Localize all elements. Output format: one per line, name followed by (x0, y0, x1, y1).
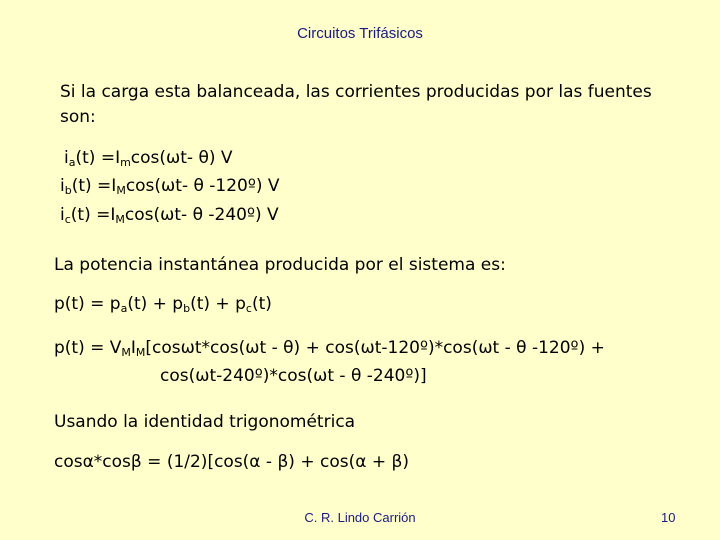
eq-c-rhs: cos(ωt- θ -240º) V (124, 205, 279, 225)
eq-b-symbol: i (60, 176, 65, 196)
power-intro-text: La potencia instantánea producida por el sistema es: (54, 255, 506, 275)
slide-title: Circuitos Trifásicos (297, 25, 423, 42)
power-sum-part: (t) + p (190, 294, 246, 314)
page-number: 10 (661, 510, 676, 525)
eq-a-lhs: (t) =I (75, 148, 121, 168)
eq-a-rhs: cos(ωt- θ) V (130, 148, 233, 168)
power-sum-subscript: a (120, 302, 128, 315)
eq-c-subscript: c (64, 213, 71, 226)
power-sum-part: (t) + p (127, 294, 184, 314)
eq-c-symbol: i (60, 205, 65, 225)
eq-a-symbol: i (64, 148, 69, 168)
power-sum-equation (54, 294, 272, 314)
intro-text: Si la carga esta balanceada, las corrientes producidas por las fuentes son: (60, 82, 652, 127)
identity-label: Usando la identidad trigonométrica (54, 412, 356, 432)
power-expand-part: p(t) = V (54, 338, 122, 358)
current-equation-c (60, 205, 279, 225)
eq-b-subscript: b (64, 184, 72, 197)
eq-c-lhs: (t) =I (70, 205, 116, 225)
trig-identity-equation: cosα*cosβ = (1/2)[cos(α - β) + cos(α + β) (54, 452, 409, 472)
power-expand-subscript: M (135, 346, 146, 359)
power-sum-part: p(t) = p (54, 294, 121, 314)
power-expand-part: I (130, 338, 136, 358)
power-sum-subscript: b (183, 302, 191, 315)
footer-author: C. R. Lindo Carrión (304, 510, 416, 525)
power-expanded-equation-line-2: cos(ωt-240º)*cos(ωt - θ -240º)] (160, 366, 427, 386)
power-expand-part: [cosωt*cos(ωt - θ) + cos(ωt-120º)*cos(ωt - θ -120º) + (145, 338, 605, 358)
current-equation-b (60, 176, 280, 196)
current-equation-a (64, 148, 233, 168)
power-sum-part: (t) (251, 294, 272, 314)
eq-a-amp-subscript: m (120, 156, 131, 169)
eq-c-amp-subscript: M (115, 213, 125, 226)
power-expanded-equation-line-1 (54, 338, 605, 358)
power-sum-subscript: c (245, 302, 252, 315)
power-expand-subscript: M (121, 346, 131, 359)
eq-b-rhs: cos(ωt- θ -120º) V (125, 176, 280, 196)
eq-b-lhs: (t) =I (71, 176, 117, 196)
eq-b-amp-subscript: M (116, 184, 126, 197)
eq-a-subscript: a (68, 156, 76, 169)
